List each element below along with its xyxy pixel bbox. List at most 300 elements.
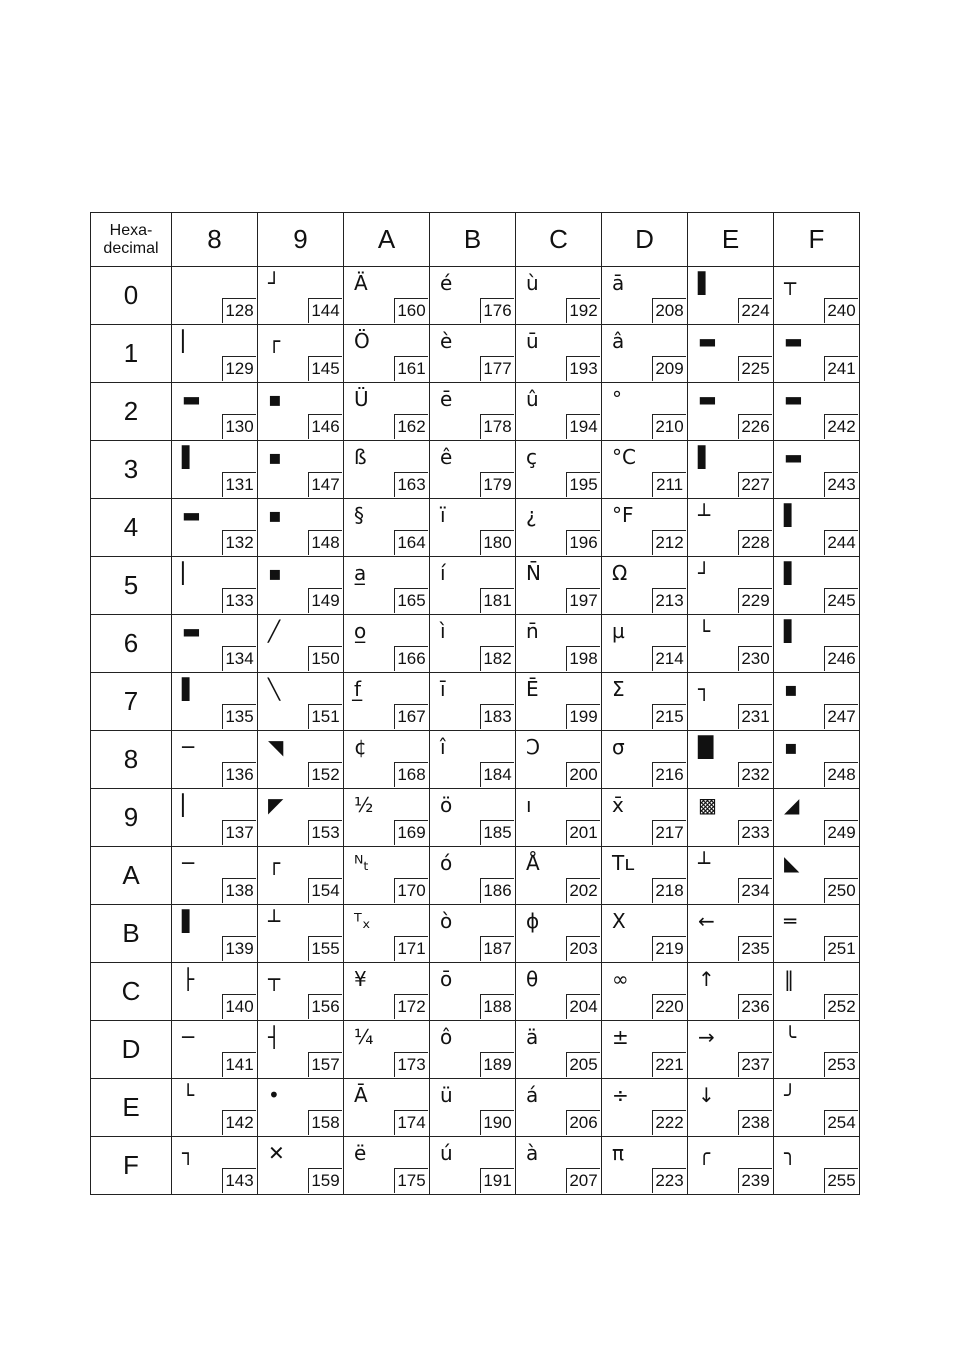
- character-cell: [344, 963, 430, 1021]
- character-glyph: ╮: [784, 1141, 797, 1165]
- column-header: 8: [172, 213, 258, 267]
- character-glyph: ┐: [182, 1141, 195, 1165]
- decimal-code: 205: [566, 1052, 600, 1077]
- decimal-code: 217: [652, 820, 686, 845]
- character-glyph: ┐: [698, 677, 711, 701]
- character-glyph: Ē: [526, 677, 539, 701]
- character-cell: [258, 1079, 344, 1137]
- character-cell: [172, 789, 258, 847]
- column-header: D: [602, 213, 688, 267]
- decimal-code: 130: [222, 414, 256, 439]
- character-cell: [774, 847, 860, 905]
- decimal-code: 224: [738, 298, 772, 323]
- character-cell: [258, 731, 344, 789]
- character-cell: [688, 963, 774, 1021]
- character-glyph: ç: [526, 445, 537, 469]
- character-cell: [172, 1079, 258, 1137]
- table-row: [91, 963, 860, 1021]
- decimal-code: 187: [480, 936, 514, 961]
- character-glyph: ē: [440, 387, 453, 411]
- character-glyph: ▬: [698, 329, 717, 353]
- decimal-code: 131: [222, 472, 256, 497]
- character-glyph: é: [440, 271, 453, 295]
- character-glyph: ¼: [354, 1025, 374, 1049]
- character-cell: [602, 1137, 688, 1195]
- character-glyph: ▌: [698, 271, 714, 295]
- decimal-code: 223: [652, 1168, 686, 1193]
- decimal-code: 139: [222, 936, 256, 961]
- character-cell: [172, 499, 258, 557]
- decimal-code: 220: [652, 994, 686, 1019]
- character-glyph: ◣: [784, 851, 800, 875]
- character-glyph: f̲: [354, 677, 362, 701]
- character-glyph: °: [612, 387, 622, 411]
- character-cell: [344, 267, 430, 325]
- character-glyph: ┌: [268, 329, 281, 353]
- character-glyph: ◢: [784, 793, 800, 817]
- decimal-code: 197: [566, 588, 600, 613]
- row-header: 7: [91, 673, 172, 731]
- decimal-code: 158: [308, 1110, 342, 1135]
- character-cell: [258, 789, 344, 847]
- decimal-code: 244: [824, 530, 858, 555]
- character-glyph: ▌: [182, 909, 198, 933]
- character-cell: [602, 441, 688, 499]
- character-glyph: ê: [440, 445, 453, 469]
- character-cell: [602, 963, 688, 1021]
- character-glyph: ▏: [182, 561, 198, 585]
- character-glyph: ▪: [784, 735, 798, 759]
- decimal-code: 190: [480, 1110, 514, 1135]
- decimal-code: 188: [480, 994, 514, 1019]
- character-glyph: N̄: [526, 561, 541, 585]
- decimal-code: 194: [566, 414, 600, 439]
- hexadecimal-corner-label: [91, 213, 172, 267]
- character-cell: [602, 325, 688, 383]
- decimal-code: 219: [652, 936, 686, 961]
- decimal-code: 163: [394, 472, 428, 497]
- character-glyph: ᴺₜ: [354, 851, 370, 875]
- column-header: 9: [258, 213, 344, 267]
- table-row: [91, 441, 860, 499]
- character-cell: [602, 1079, 688, 1137]
- character-cell: [344, 383, 430, 441]
- decimal-code: 206: [566, 1110, 600, 1135]
- character-cell: [516, 789, 602, 847]
- decimal-code: 178: [480, 414, 514, 439]
- character-glyph: ═: [784, 909, 797, 933]
- character-cell: [172, 905, 258, 963]
- character-glyph: °C: [612, 445, 636, 469]
- character-cell: [602, 499, 688, 557]
- column-header: A: [344, 213, 430, 267]
- character-glyph: ╲: [268, 677, 281, 701]
- character-cell: [344, 847, 430, 905]
- character-glyph: ✕: [268, 1141, 285, 1165]
- character-cell: [430, 789, 516, 847]
- character-cell: [774, 673, 860, 731]
- character-cell: [774, 1021, 860, 1079]
- row-header: 0: [91, 267, 172, 325]
- character-cell: [344, 557, 430, 615]
- table-row: [91, 731, 860, 789]
- decimal-code: 161: [394, 356, 428, 381]
- decimal-code: 201: [566, 820, 600, 845]
- character-glyph: ─: [182, 851, 195, 875]
- decimal-code: 207: [566, 1168, 600, 1193]
- decimal-code: 172: [394, 994, 428, 1019]
- decimal-code: 179: [480, 472, 514, 497]
- character-glyph: ╱: [268, 619, 281, 643]
- row-header: 5: [91, 557, 172, 615]
- character-cell: [430, 673, 516, 731]
- decimal-code: 182: [480, 646, 514, 671]
- character-glyph: ┴: [698, 503, 711, 527]
- table-row: [91, 673, 860, 731]
- character-cell: [774, 325, 860, 383]
- character-glyph: →: [698, 1025, 715, 1049]
- character-glyph: ¢: [354, 735, 367, 759]
- decimal-code: 196: [566, 530, 600, 555]
- character-glyph: ±: [612, 1025, 629, 1049]
- character-cell: [516, 1137, 602, 1195]
- character-glyph: ½: [354, 793, 374, 817]
- character-code-table: [90, 212, 860, 1195]
- character-cell: [774, 615, 860, 673]
- corner-label-line2: decimal: [103, 239, 159, 257]
- decimal-code: 167: [394, 704, 428, 729]
- decimal-code: 236: [738, 994, 772, 1019]
- decimal-code: 251: [824, 936, 858, 961]
- character-cell: [602, 557, 688, 615]
- character-cell: [430, 905, 516, 963]
- decimal-code: 234: [738, 878, 772, 903]
- character-cell: [430, 557, 516, 615]
- decimal-code: 243: [824, 472, 858, 497]
- character-cell: [258, 267, 344, 325]
- character-glyph: °F: [612, 503, 634, 527]
- character-cell: [602, 615, 688, 673]
- character-cell: [172, 1137, 258, 1195]
- decimal-code: 228: [738, 530, 772, 555]
- character-cell: [344, 499, 430, 557]
- decimal-code: 133: [222, 588, 256, 613]
- decimal-code: 149: [308, 588, 342, 613]
- character-glyph: •: [268, 1083, 280, 1107]
- character-glyph: Ͻ: [526, 735, 541, 759]
- character-cell: [258, 615, 344, 673]
- decimal-code: 181: [480, 588, 514, 613]
- character-cell: [172, 673, 258, 731]
- character-cell: [344, 615, 430, 673]
- decimal-code: 176: [480, 298, 514, 323]
- character-cell: [688, 847, 774, 905]
- character-cell: [516, 905, 602, 963]
- character-glyph: ╰: [784, 1025, 797, 1049]
- character-cell: [258, 383, 344, 441]
- row-header: 2: [91, 383, 172, 441]
- decimal-code: 255: [824, 1168, 858, 1193]
- character-cell: [344, 905, 430, 963]
- character-cell: [688, 731, 774, 789]
- decimal-code: 155: [308, 936, 342, 961]
- decimal-code: 137: [222, 820, 256, 845]
- decimal-code: 184: [480, 762, 514, 787]
- decimal-code: 146: [308, 414, 342, 439]
- character-cell: [774, 789, 860, 847]
- character-glyph: ┤: [268, 1025, 281, 1049]
- decimal-code: 215: [652, 704, 686, 729]
- decimal-code: 151: [308, 704, 342, 729]
- character-cell: [688, 905, 774, 963]
- decimal-code: 208: [652, 298, 686, 323]
- decimal-code: 240: [824, 298, 858, 323]
- character-cell: [172, 731, 258, 789]
- decimal-code: 193: [566, 356, 600, 381]
- decimal-code: 212: [652, 530, 686, 555]
- character-cell: [344, 1021, 430, 1079]
- character-cell: [774, 441, 860, 499]
- character-cell: [258, 1021, 344, 1079]
- character-cell: [688, 615, 774, 673]
- character-cell: [774, 1079, 860, 1137]
- table-row: [91, 325, 860, 383]
- decimal-code: 144: [308, 298, 342, 323]
- character-glyph: ┘: [268, 271, 281, 295]
- decimal-code: 202: [566, 878, 600, 903]
- decimal-code: 156: [308, 994, 342, 1019]
- decimal-code: 227: [738, 472, 772, 497]
- character-glyph: a̲: [354, 561, 367, 585]
- decimal-code: 218: [652, 878, 686, 903]
- decimal-code: 152: [308, 762, 342, 787]
- decimal-code: 209: [652, 356, 686, 381]
- character-glyph: ä: [526, 1025, 539, 1049]
- character-glyph: ▌: [784, 619, 800, 643]
- character-glyph: ◤: [268, 793, 284, 817]
- character-cell: [430, 441, 516, 499]
- character-glyph: ö: [440, 793, 453, 817]
- character-glyph: X: [612, 909, 626, 933]
- character-cell: [430, 615, 516, 673]
- character-glyph: ū: [526, 329, 539, 353]
- character-glyph: ▬: [182, 503, 201, 527]
- character-glyph: ▪: [268, 445, 282, 469]
- character-glyph: ‖: [784, 967, 794, 991]
- character-cell: [430, 963, 516, 1021]
- decimal-code: 141: [222, 1052, 256, 1077]
- character-cell: [688, 1079, 774, 1137]
- character-glyph: ▪: [268, 387, 282, 411]
- character-cell: [516, 731, 602, 789]
- decimal-code: 203: [566, 936, 600, 961]
- character-glyph: ▬: [784, 445, 803, 469]
- row-header: 4: [91, 499, 172, 557]
- decimal-code: 185: [480, 820, 514, 845]
- column-header: B: [430, 213, 516, 267]
- character-glyph: Ö: [354, 329, 370, 353]
- character-cell: [258, 905, 344, 963]
- decimal-code: 231: [738, 704, 772, 729]
- decimal-code: 239: [738, 1168, 772, 1193]
- character-glyph: á: [526, 1083, 539, 1107]
- decimal-code: 147: [308, 472, 342, 497]
- character-cell: [430, 731, 516, 789]
- character-cell: [602, 267, 688, 325]
- decimal-code: 129: [222, 356, 256, 381]
- character-cell: [688, 557, 774, 615]
- decimal-code: 148: [308, 530, 342, 555]
- decimal-code: 177: [480, 356, 514, 381]
- character-cell: [258, 673, 344, 731]
- decimal-code: 198: [566, 646, 600, 671]
- character-glyph: û: [526, 387, 539, 411]
- decimal-code: 150: [308, 646, 342, 671]
- table-row: [91, 1137, 860, 1195]
- decimal-code: 180: [480, 530, 514, 555]
- character-cell: [344, 731, 430, 789]
- decimal-code: 191: [480, 1168, 514, 1193]
- character-glyph: x̄: [612, 793, 624, 817]
- decimal-code: 199: [566, 704, 600, 729]
- character-glyph: ü: [440, 1083, 453, 1107]
- character-cell: [688, 673, 774, 731]
- character-cell: [688, 1021, 774, 1079]
- character-glyph: ─: [182, 1025, 195, 1049]
- character-glyph: θ: [526, 967, 539, 991]
- character-glyph: ¿: [526, 503, 537, 527]
- decimal-code: 235: [738, 936, 772, 961]
- row-header: A: [91, 847, 172, 905]
- character-glyph: ┬: [784, 271, 797, 295]
- row-header: D: [91, 1021, 172, 1079]
- decimal-code: 170: [394, 878, 428, 903]
- decimal-code: 159: [308, 1168, 342, 1193]
- row-header: 9: [91, 789, 172, 847]
- decimal-code: 248: [824, 762, 858, 787]
- character-cell: [516, 963, 602, 1021]
- character-glyph: §: [354, 503, 364, 527]
- character-cell: [516, 615, 602, 673]
- character-cell: [172, 847, 258, 905]
- decimal-code: 213: [652, 588, 686, 613]
- character-cell: [516, 847, 602, 905]
- character-cell: [516, 673, 602, 731]
- decimal-code: 186: [480, 878, 514, 903]
- character-cell: [430, 499, 516, 557]
- decimal-code: 210: [652, 414, 686, 439]
- character-glyph: █: [698, 735, 714, 759]
- decimal-code: 192: [566, 298, 600, 323]
- character-glyph: ▏: [182, 793, 198, 817]
- character-cell: [516, 441, 602, 499]
- character-glyph: ō: [440, 967, 453, 991]
- character-cell: [516, 499, 602, 557]
- row-header: F: [91, 1137, 172, 1195]
- character-cell: [774, 499, 860, 557]
- character-glyph: ϕ: [526, 909, 540, 933]
- character-cell: [172, 267, 258, 325]
- character-glyph: ▩: [698, 793, 717, 817]
- decimal-code: 135: [222, 704, 256, 729]
- character-glyph: Ü: [354, 387, 369, 411]
- row-header: 6: [91, 615, 172, 673]
- character-glyph: ò: [440, 909, 453, 933]
- decimal-code: 195: [566, 472, 600, 497]
- character-glyph: ë: [354, 1141, 367, 1165]
- character-glyph: ▬: [182, 387, 201, 411]
- character-cell: [688, 789, 774, 847]
- decimal-code: 237: [738, 1052, 772, 1077]
- character-glyph: n̄: [526, 619, 539, 643]
- decimal-code: 230: [738, 646, 772, 671]
- character-cell: [258, 1137, 344, 1195]
- character-cell: [516, 1079, 602, 1137]
- character-glyph: ß: [354, 445, 367, 469]
- character-cell: [430, 1079, 516, 1137]
- character-glyph: î: [440, 735, 446, 759]
- character-glyph: ▌: [784, 561, 800, 585]
- character-glyph: Ä: [354, 271, 368, 295]
- character-glyph: ▬: [784, 329, 803, 353]
- character-cell: [344, 1137, 430, 1195]
- character-cell: [258, 325, 344, 383]
- row-header: E: [91, 1079, 172, 1137]
- decimal-code: 175: [394, 1168, 428, 1193]
- decimal-code: 128: [222, 298, 256, 323]
- decimal-code: 204: [566, 994, 600, 1019]
- character-glyph: è: [440, 329, 453, 353]
- character-cell: [602, 905, 688, 963]
- character-glyph: └: [182, 1083, 195, 1107]
- row-header: B: [91, 905, 172, 963]
- character-cell: [774, 731, 860, 789]
- decimal-code: 136: [222, 762, 256, 787]
- character-glyph: ┴: [698, 851, 711, 875]
- character-cell: [258, 847, 344, 905]
- character-glyph: ┌: [268, 851, 281, 875]
- decimal-code: 200: [566, 762, 600, 787]
- decimal-code: 221: [652, 1052, 686, 1077]
- character-cell: [602, 673, 688, 731]
- character-glyph: o̲: [354, 619, 367, 643]
- decimal-code: 250: [824, 878, 858, 903]
- decimal-code: 222: [652, 1110, 686, 1135]
- column-header: F: [774, 213, 860, 267]
- character-cell: [344, 673, 430, 731]
- character-glyph: ▪: [784, 677, 798, 701]
- corner-label-line1: Hexa-: [109, 221, 153, 239]
- table-row: [91, 557, 860, 615]
- character-cell: [172, 963, 258, 1021]
- decimal-code: 254: [824, 1110, 858, 1135]
- decimal-code: 160: [394, 298, 428, 323]
- decimal-code: 143: [222, 1168, 256, 1193]
- character-cell: [688, 383, 774, 441]
- character-glyph: ╯: [784, 1083, 797, 1107]
- character-cell: [430, 325, 516, 383]
- character-glyph: ô: [440, 1025, 453, 1049]
- character-glyph: ↑: [698, 967, 715, 991]
- character-glyph: ì: [440, 619, 446, 643]
- character-cell: [172, 325, 258, 383]
- decimal-code: 189: [480, 1052, 514, 1077]
- character-glyph: ▬: [698, 387, 717, 411]
- decimal-code: 225: [738, 356, 772, 381]
- character-glyph: ┘: [698, 561, 711, 585]
- decimal-code: 211: [652, 472, 686, 497]
- character-glyph: ◥: [268, 735, 284, 759]
